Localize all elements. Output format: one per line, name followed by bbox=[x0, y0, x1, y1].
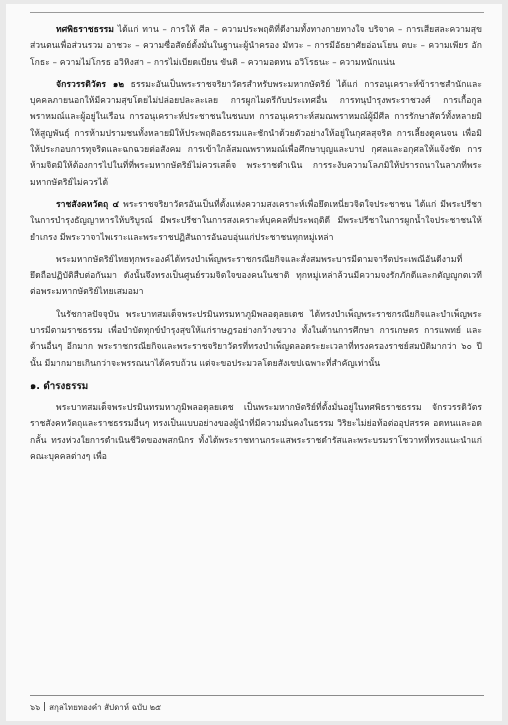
footer-separator bbox=[44, 702, 45, 711]
paragraph-chakravartivatra bbox=[30, 77, 482, 191]
paragraph-current-reign bbox=[30, 307, 482, 372]
paragraph-lead: จักรวรรดิวัตร ๑๒ bbox=[56, 79, 125, 90]
footer-text bbox=[30, 701, 161, 714]
publication-name: สกุลไทยทองคำ สัปดาห์ ฉบับ ๒๕ bbox=[49, 703, 162, 712]
page-footer bbox=[30, 695, 484, 717]
paragraph-thai-kings bbox=[30, 252, 482, 301]
paragraph-section-body: พระบาทสมเด็จพระปรมินทรมหาภูมิพลอดุลยเดช เป็นพระมหากษัตริย์ที่ตั้งมั่นอยู่ในทศพิธราชธรรม จักรวรรดิวัตร ราชสังคหวัตถุและราชธรรมอื่นๆ ทรงเป็นแบบอย่างของผู้นำที่มีความมั่นคงในธรรม วิริยะไม่ย่อท้อต่ออุปสรรค อดทนและอดกลั้น ทรงห่วงใยการดำเนินชีวิตของพสกนิกร ทั้งได้พระราชทานกระแสพระราชดำรัสและพระบรมราโชวาทที่ทรงแนะนำแก่คณะบุคคลต่างๆ เพื่อ bbox=[30, 402, 482, 462]
top-rule bbox=[30, 12, 484, 13]
body-text bbox=[30, 22, 482, 471]
paragraph-lead: ราชสังคหวัตถุ ๔ bbox=[56, 199, 120, 210]
paragraph-text: ในรัชกาลปัจจุบัน พระบาทสมเด็จพระปรมินทรมหาภูมิพลอดุลยเดช ได้ทรงบำเพ็ญพระราชกรณียกิจและบำเพ็ญพระบารมีตามราชธรรม เพื่อบำบัดทุกข์บำรุงสุขให้แก่ราษฎรอย่างกว้างขวาง ทั้งในด้านการศึกษา การเกษตร การแพทย์ และด้านอื่นๆ อีกมาก พระราชกรณียกิจและพระราชจริยาวัตรที่ทรงบำเพ็ญตลอดระยะเวลาที่ทรงครองราชย์สมบัติมากว่า ๖๐ ปีนั้น มีมากมายเกินกว่าจะพรรณนาได้ครบถ้วน แต่จะขอประมวลโดยสังเขปเฉพาะที่สำคัญเท่านั้น bbox=[30, 309, 482, 369]
page-number: ๖๖ bbox=[30, 703, 41, 712]
paragraph-text: ธรรมะอันเป็นพระราชจริยาวัตรสำหรับพระมหากษัตริย์ ได้แก่ การอนุเคราะห์ข้าราชสำนักและบุคคลภายนอกให้มีความสุขโดยไม่ปล่อยปละละเลย การผูกไมตรีกับประเทศอื่น การทนุบำรุงพระราชวงศ์ การเกื้อกูลพราหมณ์และผู้อยู่ในเรือน การอนุเคราะห์ประชาชนในชนบท การอนุเคราะห์สมณพราหมณ์ผู้มีศีล การรักษาสัตว์ทั้งหลายมิให้สูญพันธุ์ การห้ามปรามชนทั้งหลายมิให้ประพฤติอธรรมและชักนำด้วยตัวอย่างให้อยู่ในกุศลสุจริต การเลี้ยงดูคนจน เพื่อมิให้ประกอบการทุจริตและฉกฉวยต่อสังคม การเข้าใกล้สมณพราหมณ์เพื่อศึกษาบุญและบาป กุศลและอกุศลให้แจ้งชัด การห้ามจิตมิให้ต้องการไปในที่ที่พระมหากษัตริย์ไม่ควรเสด็จ พระราชดำเนิน การระงับความโลภมิให้ปรารถนาในลาภที่พระมหากษัตริย์ไม่ควรได้ bbox=[30, 79, 483, 188]
paragraph-text: พระมหากษัตริย์ไทยทุกพระองค์ได้ทรงบำเพ็ญพระราชกรณียกิจและสั่งสมพระบารมีตามจารีตประเพณีอันดีงามที่ยึดถือปฏิบัติสืบต่อกันมา ดังนั้นจึงทรงเป็นศูนย์รวมจิตใจของคนในชาติ ทุกหมู่เหล่าล้วนมีความจงรักภักดีและกตัญญูกตเวทีต่อพระมหากษัตริย์ไทยเสมอมา bbox=[30, 254, 482, 298]
paragraph-text: พระราชจริยาวัตรอันเป็นที่ตั้งแห่งความสงเคราะห์เพื่อยึดเหนี่ยวจิตใจประชาชน ได้แก่ มีพระปรีชาในการบำรุงธัญญาหารให้บริบูรณ์ มีพระปรีชาในการสงเคราะห์บุคคลที่ประพฤติดี มีพระปรีชาในการผูกน้ำใจประชาชนให้ยำเกรง มีพระวาจาไพเราะและพระราชปฏิสันถารอันอบอุ่นแก่ประชาชนทุกหมู่เหล่า bbox=[30, 199, 482, 243]
paragraph-lead: ทศพิธราชธรรม bbox=[56, 25, 114, 35]
footer-rule bbox=[30, 695, 484, 696]
document-page bbox=[6, 4, 502, 721]
paragraph-dasapidharajadharma bbox=[30, 22, 482, 71]
paragraph-rajasangahavatthu bbox=[30, 197, 482, 246]
section-heading: ๑. ดำรงธรรม bbox=[30, 380, 89, 392]
paragraph-text: ได้แก่ ทาน – การให้ ศีล – ความประพฤติที่ดีงามทั้งทางกายทางใจ บริจาค – การเสียสละความสุขส่วนตนเพื่อส่วนรวม อาชวะ – ความซื่อสัตย์ตั้งมั่นในฐานะผู้นำครอง มัทวะ – การมีอัธยาศัยอ่อนโยน ตบะ – ความเพียร อักโกธะ – ความไม่โกรธ อวิหิงสา – การไม่เบียดเบียน ขันติ – ความอดทน อวิโรธนะ – ความหนักแน่น bbox=[30, 25, 482, 68]
